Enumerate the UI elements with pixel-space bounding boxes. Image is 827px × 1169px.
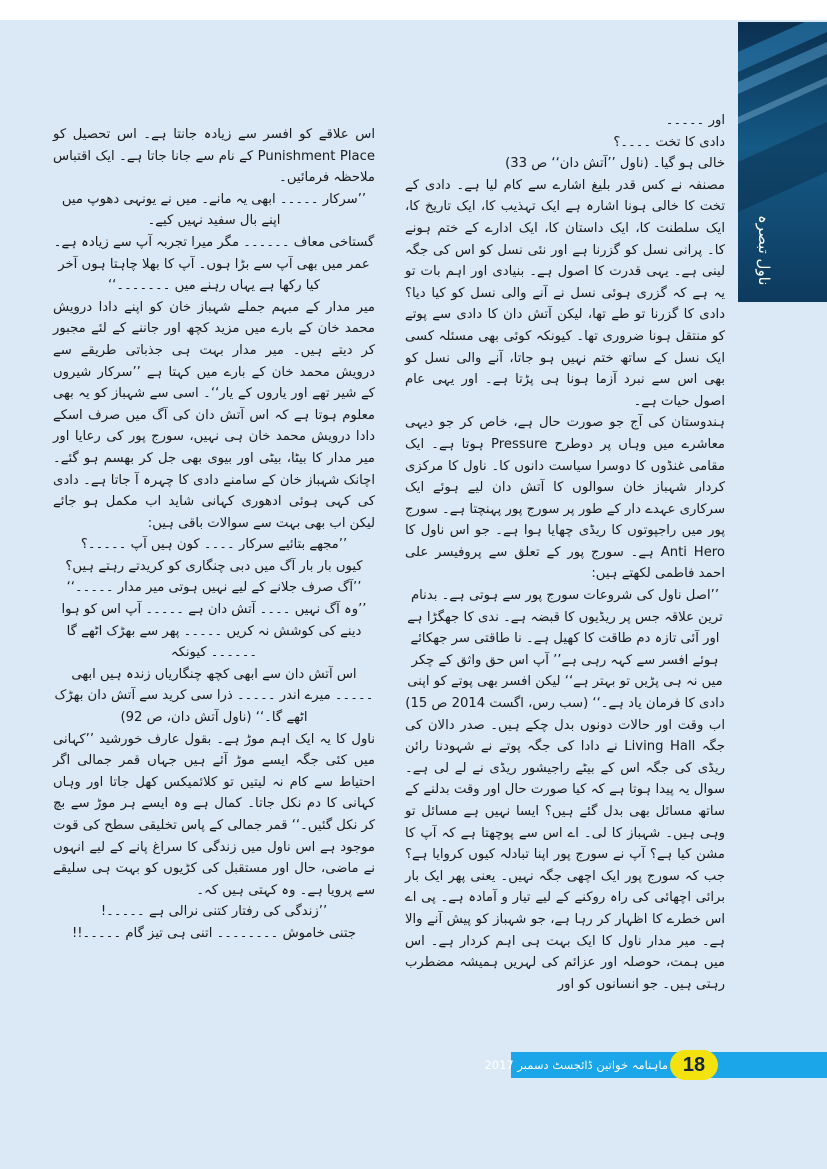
quotation: ’’اصل ناول کی شروعات سورج پور سے ہوتی ہے۔ بدنام ترین علاقہ جس پر ریڈیوں کا قبضہ ہے۔ ندی کا جھگڑا ہے اور آئی تازہ دم طاقت کا کھیل ہے۔ نا طاقتی سر جھکائے ہوئے افسر سے کہہ رہی ہے’’ آپ اس حق واثق کے چکر میں نہ ہی پڑیں تو بہتر ہے‘‘ لیکن افسر بھی پوتے کو اپنی دادی کا فرمان یاد ہے۔‘‘ (سب رس، اگست 2014 ص 15) xyxy=(405,588,725,712)
footer-info: ماہنامہ خواتین ڈائجسٹ دسمبر 2017 xyxy=(484,1058,668,1072)
quotation: ’’وہ آگ نہیں ۔۔۔۔ آتش دان ہے ۔۔۔۔۔ آپ اس کو ہوا دینے کی کوشش نہ کریں ۔۔۔۔۔ پھر سے بھڑک اٹھے گا ۔۔۔۔۔۔ کیونکہ xyxy=(61,602,367,661)
quotation: اس آتش دان سے ابھی کچھ چنگاریاں زندہ ہیں ابھی ۔۔۔۔۔ میرے اندر ۔۔۔۔۔ ذرا سی کرید سے آتش دان بھڑک اٹھے گا۔‘‘ (ناول آتش دان، ص 92) xyxy=(54,666,374,726)
quotation: کیوں بار بار آگ میں دبی چنگاری کو کریدتے رہتے ہیں؟ xyxy=(65,558,363,574)
quotation: گستاخی معاف ۔۔۔۔۔۔ مگر میرا تجربہ آپ سے زیادہ ہے۔ عمر میں بھی آپ سے بڑا ہوں۔ آپ کا بھلا چاہتا ہوں آخر کیا رکھا ہے یہاں رہنے میں ۔۔۔۔۔۔۔‘‘ xyxy=(53,234,375,294)
paragraph: اس علاقے کو افسر سے زیادہ جانتا ہے۔ اس تحصیل کو Punishment Place کے نام سے جانا جاتا ہے۔ ایک اقتباس ملاحظہ فرمائیں۔ xyxy=(53,127,375,186)
page-number: 18 xyxy=(670,1050,718,1080)
section-tab-label: ناول تبصرہ xyxy=(755,214,773,286)
quotation: ’’سرکار ۔۔۔۔۔ ابھی یہ مانے۔ میں نے یونہی دھوپ میں اپنے بال سفید نہیں کیے۔ xyxy=(61,191,367,229)
paragraph: ہندوستان کی آج جو صورت حال ہے، خاص کر جو دیہی معاشرے میں وہاں پر دوطرح Pressure ہوتا ہے۔ ایک مقامی غنڈوں کا دوسرا سیاست دانوں کا۔ ناول کا مرکزی کردار شہباز خان سوالوں کا آتش دان لیے ہوئے ایک سرکاری عہدے دار کے طور پر سورج پور پہنچتا ہے۔ سورج پور میں راجپوتوں کا ریڈی چھایا ہوا ہے۔ جو اس ناول کا Anti Hero ہے۔ سورج پور کے تعلق سے پروفیسر علی احمد فاطمی لکھتے ہیں: xyxy=(405,415,726,582)
paragraph: خالی ہو گیا۔ (ناول ’’آتش دان‘‘ ص 33) xyxy=(505,156,725,172)
paragraph: میر مدار کے مبہم جملے شہباز خان کو اپنے دادا درویش محمد خان کے بارے میں مزید کچھ اور جاننے کے لئے مجبور کر دیتے ہیں۔ میر مدار بہت ہی جذباتی طریقے سے درویش محمد خان کے بارے میں کہتا ہے ’’سرکار شیروں کے شیر تھے اور یاروں کے یار‘‘۔ اسی سے شہباز کو یہ بھی معلوم ہوتا ہے کہ اس آتش دان کی آگ میں صرف اسکے دادا درویش محمد خان ہی نہیں، سورج پور کی رعایا اور میر مدار کا بیٹا، بیٹی اور بیوی بھی جل کر بھسم ہو گئے۔ اچانک شہباز خان کے سامنے دادی کا چہرہ آ جاتا ہے۔ دادی کی کہی ہوئی ادھوری کہانی شاید اب مکمل ہو جائے لیکن اب بھی بہت سے سوالات باقی ہیں: xyxy=(53,299,375,531)
paragraph: اب وقت اور حالات دونوں بدل چکے ہیں۔ صدر دالان کی جگہ Living Hall نے دادا کی جگہ پوتے نے شہودنا رائن ریڈی کی جگہ اس کے بیٹے راجیشور ریڈی نے لے لی ہے۔ سوال یہ پیدا ہوتا ہے کہ کیا صورت حال اور وقت بدلنے کے ساتھ مسائل بھی بدل گئے ہیں؟ ایسا نہیں ہے مسائل تو وہی ہیں۔ شہباز کا لی۔ اے اس سے پوچھتا ہے کہ آپ کا مشن کیا ہے؟ آپ نے سورج پور اپنا تبادلہ کیوں کروایا ہے؟ جب کہ سورج پور ایک اچھی جگہ نہیں۔ یعنی پھر ایک بار برائی اچھائی کی راہ روکنے کے لیے تیار و آمادہ ہے۔ پی اے اس خطرے کا اظہار کر رہا ہے، جو شہباز کو پیش آنے والا ہے۔ میر مدار ناول کا ایک بہت ہی اہم کردار ہے۔ اس میں ہمت، حوصلہ اور عزائم کی لہریں ہمیشہ مضطرب رہتی ہیں۔ جو انسانوں کو اور xyxy=(405,717,725,992)
paragraph: مصنفہ نے کس قدر بلیغ اشارے سے کام لیا ہے۔ دادی کے تخت کا خالی ہونا اشارہ ہے ایک تہذیب کا، ایک تاریخ کا، ایک سلطنت کا، ایک داستان کا، ایک ادارے کے ختم ہونے کا۔ پرانی نسل کو گزرنا ہے اور نئی نسل کو اس کی جگہ لینی ہے۔ یہی قدرت کا اصول ہے۔ بنیادی اور اہم بات تو یہ ہے کہ گزری ہوئی نسل نے آنے والی نسل کو کیا دیا؟ دادی کا گزرنا تو طے تھا، لیکن آتش دان کا دادی سے پوتے کو منتقل ہونا ضروری تھا۔ کیونکہ کوئی بھی مسئلہ کسی ایک نسل کے ساتھ ختم نہیں ہو جاتا، آنے والی نسل کو بھی اس سے نبرد آزما ہونا ہی پڑتا ہے۔ اور یہی عام اصول حیات ہے۔ xyxy=(405,177,725,409)
quotation: ’’زندگی کی رفتار کتنی نرالی ہے ۔۔۔۔۔! xyxy=(100,904,328,920)
paragraph: اور ۔۔۔۔۔ xyxy=(665,113,725,128)
paragraph: ناول کا یہ ایک اہم موڑ ہے۔ بقول عارف خورشید ’’کہانی میں کئی جگہ ایسے موڑ آئے ہیں جہاں قمر جمالی اگر احتیاط سے کام نہ لیتیں تو کلائمیکس کھل جاتا اور وہاں کہانی کا دم نکل جاتا۔ کمال ہے وہ ایسے ہر موڑ سے بچ کر نکل گئیں۔‘‘ قمر جمالی کے پاس تخلیقی سطح کی قوت موجود ہے اس ناول میں زندگی کا سراغ پانے کے لیے انہوں نے ماضی، حال اور مستقبل کی کڑیوں کو بہت ہی سلیقے سے پرویا ہے۔ وہ کہتی ہیں کہ۔ xyxy=(53,731,375,898)
article-column-right xyxy=(405,110,725,995)
article-column-left xyxy=(53,124,375,945)
quotation: جتنی خاموش ۔۔۔۔۔۔۔۔ اتنی ہی تیز گام ۔۔۔۔۔!! xyxy=(71,925,357,941)
quotation: ’’مجھے بتائیے سرکار ۔۔۔۔ کون ہیں آپ ۔۔۔۔۔؟ xyxy=(80,537,348,553)
paragraph: دادی کا تخت ۔۔۔۔؟ xyxy=(613,134,725,150)
quotation: ’’آگ صرف جلانے کے لیے نہیں ہوتی میر مدار ۔۔۔۔۔‘‘ xyxy=(66,580,362,596)
top-margin xyxy=(0,0,827,20)
